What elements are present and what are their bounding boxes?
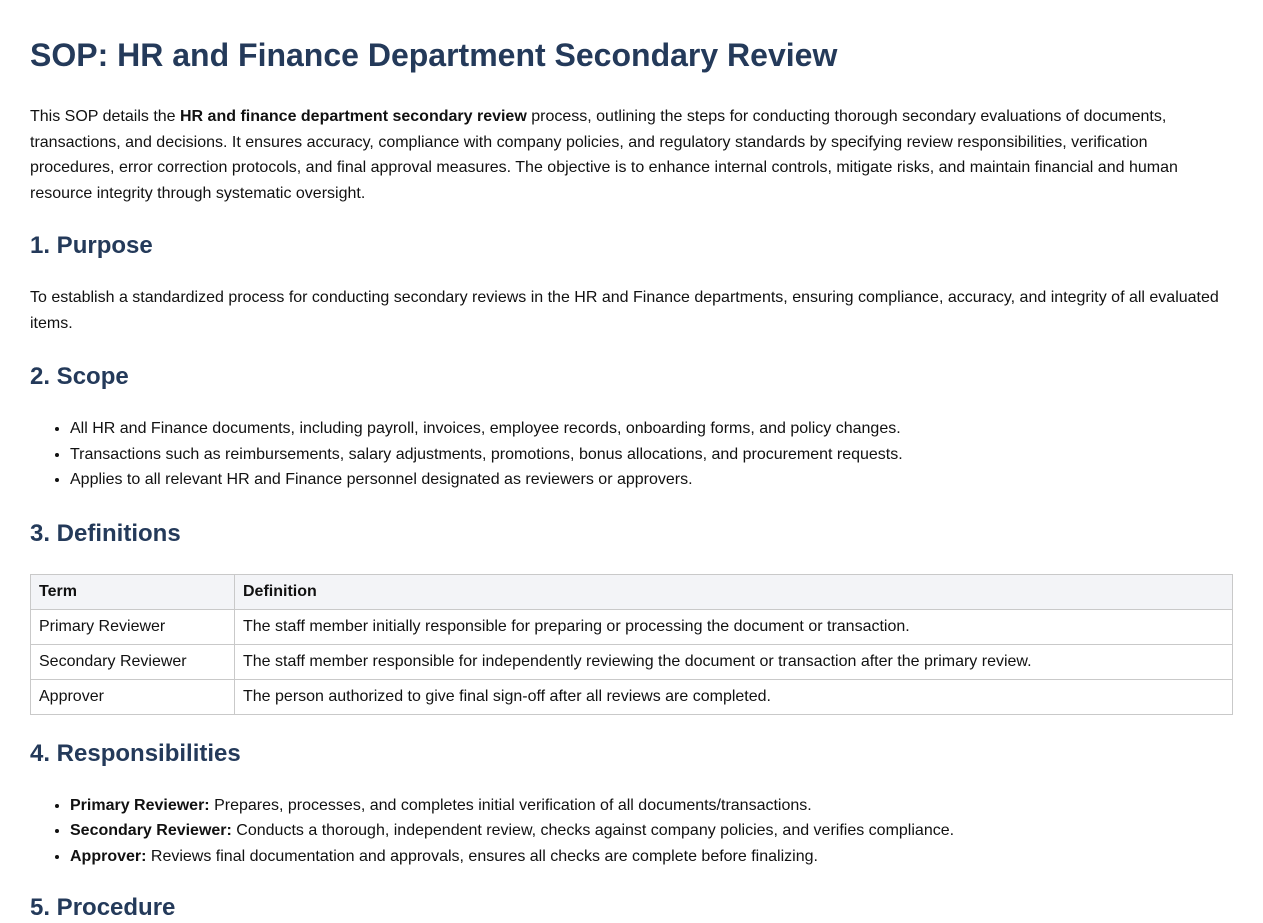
column-header-term: Term	[31, 574, 235, 609]
intro-text-before: This SOP details the	[30, 108, 180, 125]
intro-paragraph	[30, 104, 1233, 206]
table-row	[31, 609, 1233, 644]
definition-cell: The person authorized to give final sign-off after all reviews are completed.	[235, 679, 1233, 714]
responsibility-item	[70, 793, 1233, 819]
role-label: Approver:	[70, 847, 147, 865]
definitions-table	[30, 574, 1233, 715]
scope-item: • All HR and Finance documents, including payroll, invoices, employee records, onboarding forms, and policy changes.	[70, 416, 1233, 442]
responsibilities-heading: 4. Responsibilities	[30, 739, 241, 767]
responsibility-item	[70, 844, 1233, 870]
responsibility-item	[70, 818, 1233, 844]
scope-heading: 2. Scope	[30, 363, 129, 390]
definitions-heading: 3. Definitions	[30, 519, 181, 547]
purpose-text: To establish a standardized process for conducting secondary reviews in the HR and Finance departments, ensuring compliance, accuracy, and integrity of all evaluated items.	[30, 289, 1219, 332]
role-description: Reviews final documentation and approvals, ensures all checks are complete before finalizing.	[146, 847, 818, 865]
term-cell: Secondary Reviewer	[31, 644, 235, 679]
definition-cell: The staff member responsible for independently reviewing the document or transaction after the primary review.	[235, 644, 1233, 679]
procedure-heading: 5. Procedure	[30, 894, 176, 921]
purpose-heading: 1. Purpose	[30, 232, 153, 259]
term-cell: Primary Reviewer	[31, 609, 235, 644]
intro-text-bold: HR and finance department secondary review	[180, 108, 527, 125]
column-header-definition: Definition	[235, 574, 1233, 609]
definition-cell: The staff member initially responsible for preparing or processing the document or transaction.	[235, 609, 1233, 644]
scope-item: • Transactions such as reimbursements, salary adjustments, promotions, bonus allocations, and procurement requests.	[70, 442, 1233, 468]
intro-text-after: process, outlining the steps for conducting thorough secondary evaluations of documents, transactions, and decisions. It ensures accuracy, compliance with company policies, and regulatory standards by specifying review responsibilities, verification procedures, error correction protocols, and final approval measures. The objective is to enhance internal controls, mitigate risks, and maintain financial and human resource integrity through systematic oversight.	[30, 108, 1178, 202]
page-title: SOP: HR and Finance Department Secondary Review	[30, 37, 838, 73]
table-row	[31, 644, 1233, 679]
responsibilities-list	[30, 793, 1233, 870]
scope-list	[30, 416, 1233, 493]
role-description: Conducts a thorough, independent review, checks against company policies, and verifies compliance.	[231, 822, 955, 839]
role-label: Secondary Reviewer:	[70, 822, 232, 839]
table-header-row	[31, 574, 1233, 609]
scope-item: • Applies to all relevant HR and Finance personnel designated as reviewers or approvers.	[70, 467, 1233, 493]
term-cell: Approver	[31, 679, 235, 714]
role-description: Prepares, processes, and completes initial verification of all documents/transactions.	[209, 796, 812, 814]
role-label: Primary Reviewer:	[70, 796, 210, 814]
table-row	[31, 679, 1233, 714]
